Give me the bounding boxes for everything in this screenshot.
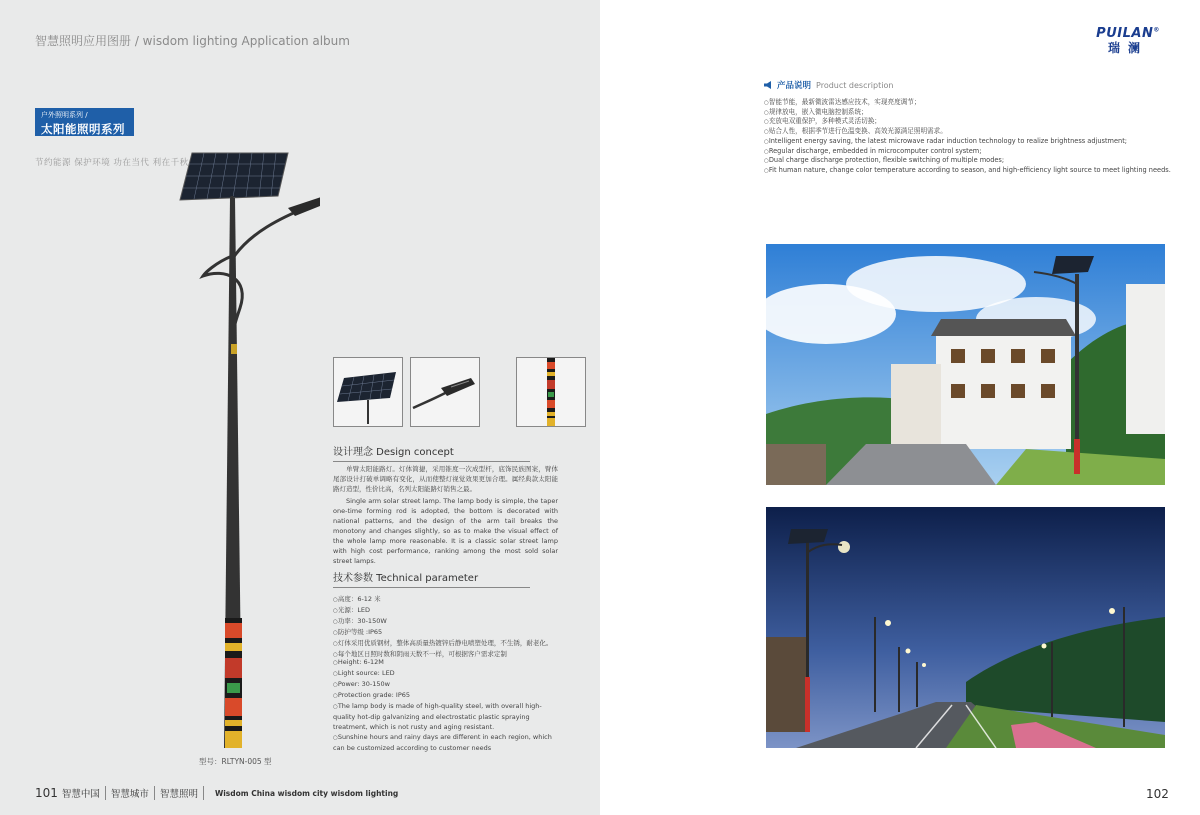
description-item: ○ 智能节能，最新微波雷达感应技术，实现亮度调节； (764, 98, 1171, 108)
footer-english: Wisdom China wisdom city wisdom lighting (214, 788, 399, 798)
product-description-heading (764, 79, 893, 91)
param-en-item: ○ Light source: LED (333, 668, 563, 679)
param-en-item: ○ Power: 30-150w (333, 679, 563, 690)
description-item: ○ 贴合人性，根据季节进行色温变换、高效光源满足照明需求。 (764, 127, 1171, 137)
design-concept-en: Single arm solar street lamp. The lamp body is simple, the taper one-time forming rod is adopted, the bottom is decorated with national patterns, and the design of the arm tail breaks the monotony and changes slightly, so as to make the visual effect of the whole lamp more reasonable. It is a classic solar street lamp with high cost performance, ranking among the most sold solar street lamps. (333, 497, 558, 565)
page-number-left: 101 (35, 786, 58, 800)
param-cn-item: ○ 灯体采用优质钢材，整体高质量热镀锌后静电喷塑处理，不生锈，耐老化。 (333, 638, 563, 649)
param-en-item: ○ Sunshine hours and rainy days are different in each region, which can be customized according to customer needs (333, 732, 563, 753)
design-concept-heading: 设计理念 Design concept (333, 443, 530, 462)
footer-category: 智慧照明 (159, 789, 198, 800)
product-description-list (764, 98, 1171, 176)
param-cn-item: ○ 功率：30-150W (333, 616, 563, 627)
thumb-pole-base (516, 357, 586, 427)
technical-params-en (333, 657, 563, 753)
description-item: ○ Regular discharge, embedded in microcomputer control system; (764, 147, 1171, 157)
photo-daytime-village (766, 244, 1165, 485)
product-description-cn: 产品说明 (777, 81, 812, 91)
description-item: ○ 规律放电，嵌入微电脑控制系统； (764, 108, 1171, 118)
param-cn-item: ○ 每个地区日照时数和阴雨天数不一样，可根据客户需求定制 (333, 649, 563, 660)
photo-night-road (766, 507, 1165, 748)
thumb-solar-panel (333, 357, 403, 427)
footer-divider (105, 786, 106, 800)
logo-text: PUILAN (1096, 26, 1154, 41)
right-page (600, 0, 1200, 815)
param-cn-item: ○ 防护等级 :IP65 (333, 627, 563, 638)
description-item: ○ 充放电双重保护，多种模式灵活切换； (764, 117, 1171, 127)
param-en-item: ○ The lamp body is made of high-quality steel, with overall high-quality hot-dip galvanizing and electrostatic plastic spraying treatment, which is not rusty and aging resistant. (333, 701, 563, 732)
speaker-icon (764, 81, 773, 89)
param-cn-item: ○ 高度：6-12 米 (333, 594, 563, 605)
design-concept-cn: 单臂太阳能路灯。灯体简捷，采用锥度一次成型杆，底饰民族图案，臂体尾部设计打破单调略有变化，从而使整灯视觉效果更加合理。属经典款太阳能路灯造型，性价比高，名列太阳能路灯销售之最。 (333, 465, 558, 493)
product-description-en: Product description (816, 80, 894, 90)
series-main-title: 太阳能照明系列 (41, 122, 125, 136)
param-cn-item: ○ 光源：LED (333, 605, 563, 616)
param-en-item: ○ Height: 6-12M (333, 657, 563, 668)
param-en-item: ○ Protection grade: IP65 (333, 690, 563, 701)
series-label (35, 108, 134, 136)
thumb-lamp-head (410, 357, 480, 427)
technical-parameter-heading: 技术参数 Technical parameter (333, 569, 530, 588)
album-title: 智慧照明应用图册 / wisdom lighting Application album (35, 34, 350, 48)
description-item: ○ Intelligent energy saving, the latest microwave radar induction technology to realize brightness adjustment; (764, 137, 1171, 147)
description-item: ○ Fit human nature, change color temperature according to season, and high-efficiency light source to meet lighting needs. (764, 166, 1171, 176)
logo-chinese: 瑞澜 (1107, 41, 1148, 55)
series-sub-title: 户外照明系列 / (41, 111, 88, 119)
footer-divider (203, 786, 204, 800)
brand-logo (1092, 26, 1164, 56)
page-number-right: 102 (1146, 787, 1169, 801)
footer-category: 智慧城市 (110, 789, 149, 800)
technical-params-cn (333, 594, 563, 660)
footer-divider (154, 786, 155, 800)
solar-street-lamp-image (170, 148, 320, 758)
model-number: 型号：RLTYN-005 型 (199, 757, 272, 766)
footer-left (35, 786, 398, 800)
logo-registered-mark: ® (1153, 26, 1160, 34)
footer-category: 智慧中国 (61, 789, 100, 800)
description-item: ○ Dual charge discharge protection, flexible switching of multiple modes; (764, 156, 1171, 166)
slogan: 节约能源 保护环境 功在当代 利在千秋 (35, 158, 189, 168)
